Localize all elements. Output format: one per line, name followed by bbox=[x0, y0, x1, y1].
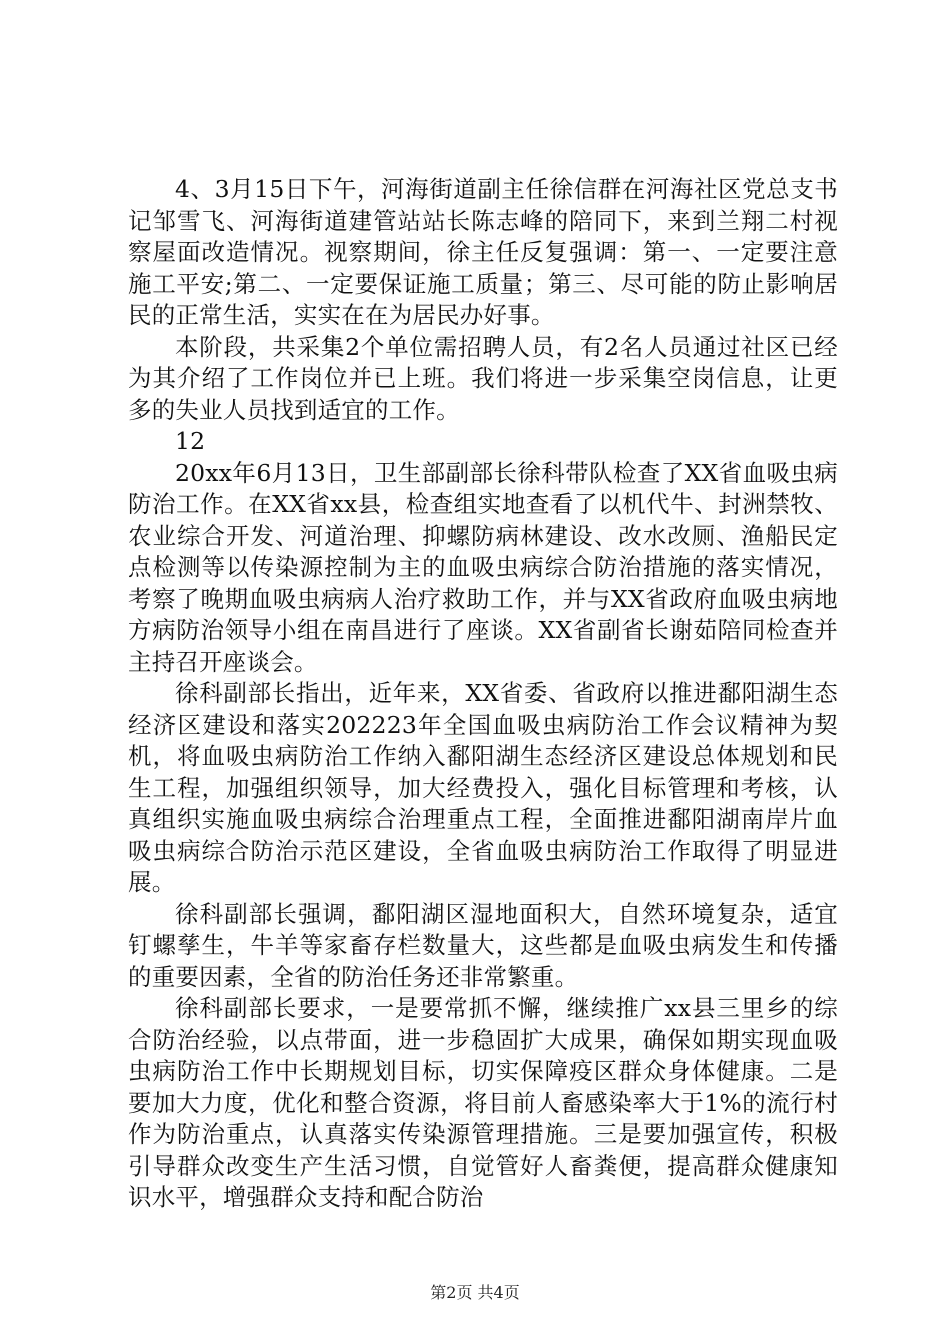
paragraph-health-inspection: 20xx年6月13日，卫生部副部长徐科带队检查了XX省血吸虫病防治工作。在XX省xx县，检查组实地查看了以机代牛、封洲禁牧、农业综合开发、河道治理、抑螺防病林建设、改水改厕、渔船民定点检测等以传染源控制为主的血吸虫病综合防治措施的落实情况，考察了晚期血吸虫病病人治疗救助工作，并与XX省政府血吸虫病地方病防治领导小组在南昌进行了座谈。XX省副省长谢茹陪同检查并主持召开座谈会。 bbox=[128, 458, 838, 676]
document-body bbox=[128, 174, 838, 1214]
paragraph-employment-info: 本阶段，共采集2个单位需招聘人员，有2名人员通过社区已经为其介绍了工作岗位并已上班。我们将进一步采集空岗信息，让更多的失业人员找到适宜的工作。 bbox=[128, 332, 838, 424]
paragraph-requirements: 徐科副部长要求，一是要常抓不懈，继续推广xx县三里乡的综合防治经验，以点带面，进一步稳固扩大成果，确保如期实现血吸虫病防治工作中长期规划目标，切实保障疫区群众身体健康。二是要加大力度，优化和整合资源，将目前人畜感染率大于1%的流行村作为防治重点，认真落实传染源管理措施。三是要加强宣传，积极引导群众改变生产生活习惯，自觉管好人畜粪便，提高群众健康知识水平，增强群众支持和配合防治 bbox=[128, 994, 838, 1211]
page-footer: 第2页 共4页 bbox=[430, 1283, 520, 1302]
paragraph-inspection-notice: 4、3月15日下午，河海街道副主任徐信群在河海社区党总支书记邹雪飞、河海街道建管站站长陈志峰的陪同下，来到兰翔二村视察屋面改造情况。视察期间，徐主任反复强调：第一、一定要注意施工平安;第二、一定要保证施工质量；第三、尽可能的防止影响居民的正常生活，实实在在为居民办好事。 bbox=[128, 175, 838, 329]
paragraph-number: 12 bbox=[175, 427, 206, 455]
paragraph-emphasis: 徐科副部长强调，鄱阳湖区湿地面积大，自然环境复杂，适宜钉螺孳生，牛羊等家畜存栏数量大，这些都是血吸虫病发生和传播的重要因素，全省的防治任务还非常繁重。 bbox=[128, 899, 838, 991]
paragraph-progress-summary: 徐科副部长指出，近年来，XX省委、省政府以推进鄱阳湖生态经济区建设和落实202223年全国血吸虫病防治工作会议精神为契机，将血吸虫病防治工作纳入鄱阳湖生态经济区建设总体规划和民生工程，加强组织领导，加大经费投入，强化目标管理和考核，认真组织实施血吸虫病综合治理重点工程，全面推进鄱阳湖南岸片血吸虫病综合防治示范区建设，全省血吸虫病防治工作取得了明显进展。 bbox=[128, 679, 838, 896]
